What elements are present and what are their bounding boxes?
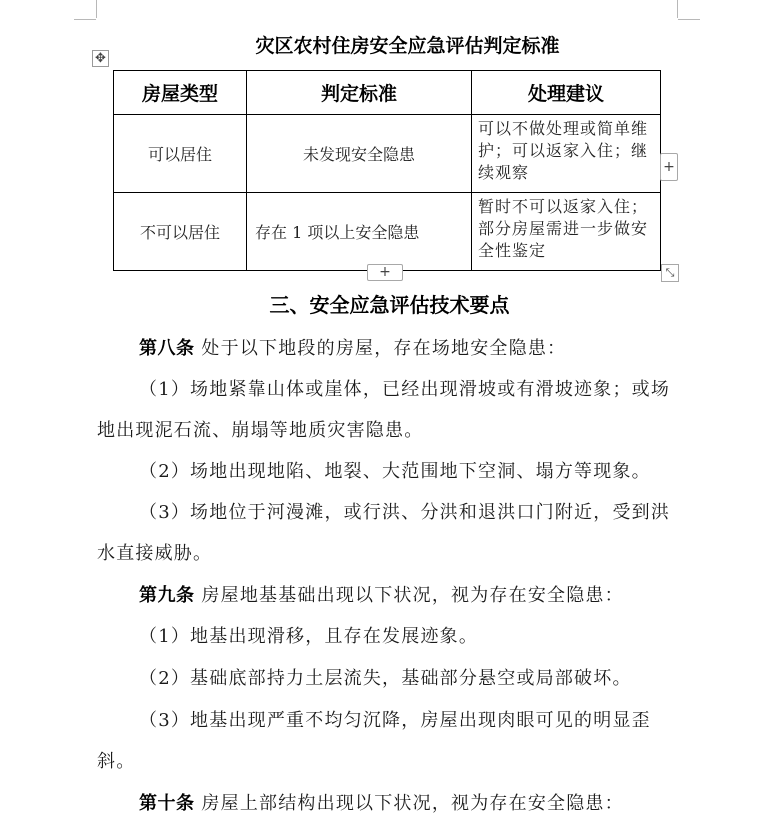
header-house-type[interactable]: 房屋类型: [114, 71, 247, 115]
article-8-text: 处于以下地段的房屋，存在场地安全隐患：: [201, 338, 567, 359]
table-header-row: [114, 71, 661, 115]
article-8-item-2: （2）场地出现地陷、地裂、大范围地下空洞、塌方等现象。: [139, 461, 651, 482]
crop-mark-left-h: [74, 19, 96, 20]
assessment-table: [113, 70, 661, 271]
header-suggestion[interactable]: 处理建议: [472, 71, 661, 115]
article-8-item-3: （3）场地位于河漫滩，或行洪、分洪和退洪口门附近，受到洪水直接威胁。: [97, 502, 671, 564]
article-9-label: 第九条: [139, 585, 195, 606]
article-8-item-1: （1）场地紧靠山体或崖体，已经出现滑坡或有滑坡迹象；或场地出现泥石流、崩塌等地质灾害隐患。: [97, 379, 671, 441]
add-row-button[interactable]: +: [367, 264, 403, 281]
cell-house-type[interactable]: 可以居住: [114, 115, 247, 193]
article-9-paragraph: [97, 575, 682, 616]
section-heading: 三、安全应急评估技术要点: [269, 293, 510, 317]
add-column-button[interactable]: +: [660, 153, 678, 181]
cell-criterion[interactable]: 未发现安全隐患: [247, 115, 472, 193]
article-9-item-2: （2）基础底部持力土层流失，基础部分悬空或局部破坏。: [139, 668, 632, 689]
table-resize-handle[interactable]: ⤡: [661, 264, 679, 282]
article-10-text: 房屋上部结构出现以下状况，视为存在安全隐患：: [201, 793, 624, 814]
table-row: [114, 115, 661, 193]
cell-suggestion[interactable]: 可以不做处理或简单维护；可以返家入住；继续观察: [472, 115, 661, 193]
cell-criterion[interactable]: 存在 1 项以上安全隐患: [247, 193, 472, 271]
table-title: 灾区农村住房安全应急评估判定标准: [255, 35, 560, 57]
article-9-text: 房屋地基基础出现以下状况，视为存在安全隐患：: [201, 585, 624, 606]
article-8-label: 第八条: [139, 338, 195, 359]
article-10-label: 第十条: [139, 793, 195, 814]
article-10-paragraph: [97, 783, 682, 824]
table-move-handle[interactable]: ✥: [92, 50, 109, 67]
cell-suggestion[interactable]: 暂时不可以返家入住；部分房屋需进一步做安全性鉴定: [472, 193, 661, 271]
article-9-item-3: （3）地基出现严重不均匀沉降，房屋出现肉眼可见的明显歪斜。: [97, 710, 651, 772]
header-criterion[interactable]: 判定标准: [247, 71, 472, 115]
article-9-item-1: （1）地基出现滑移，且存在发展迹象。: [139, 626, 479, 647]
crop-mark-right: [677, 0, 678, 18]
table-row: [114, 193, 661, 271]
cell-house-type[interactable]: 不可以居住: [114, 193, 247, 271]
crop-mark-left: [96, 0, 97, 18]
article-8-paragraph: [97, 328, 682, 369]
crop-mark-right-h: [678, 19, 700, 20]
